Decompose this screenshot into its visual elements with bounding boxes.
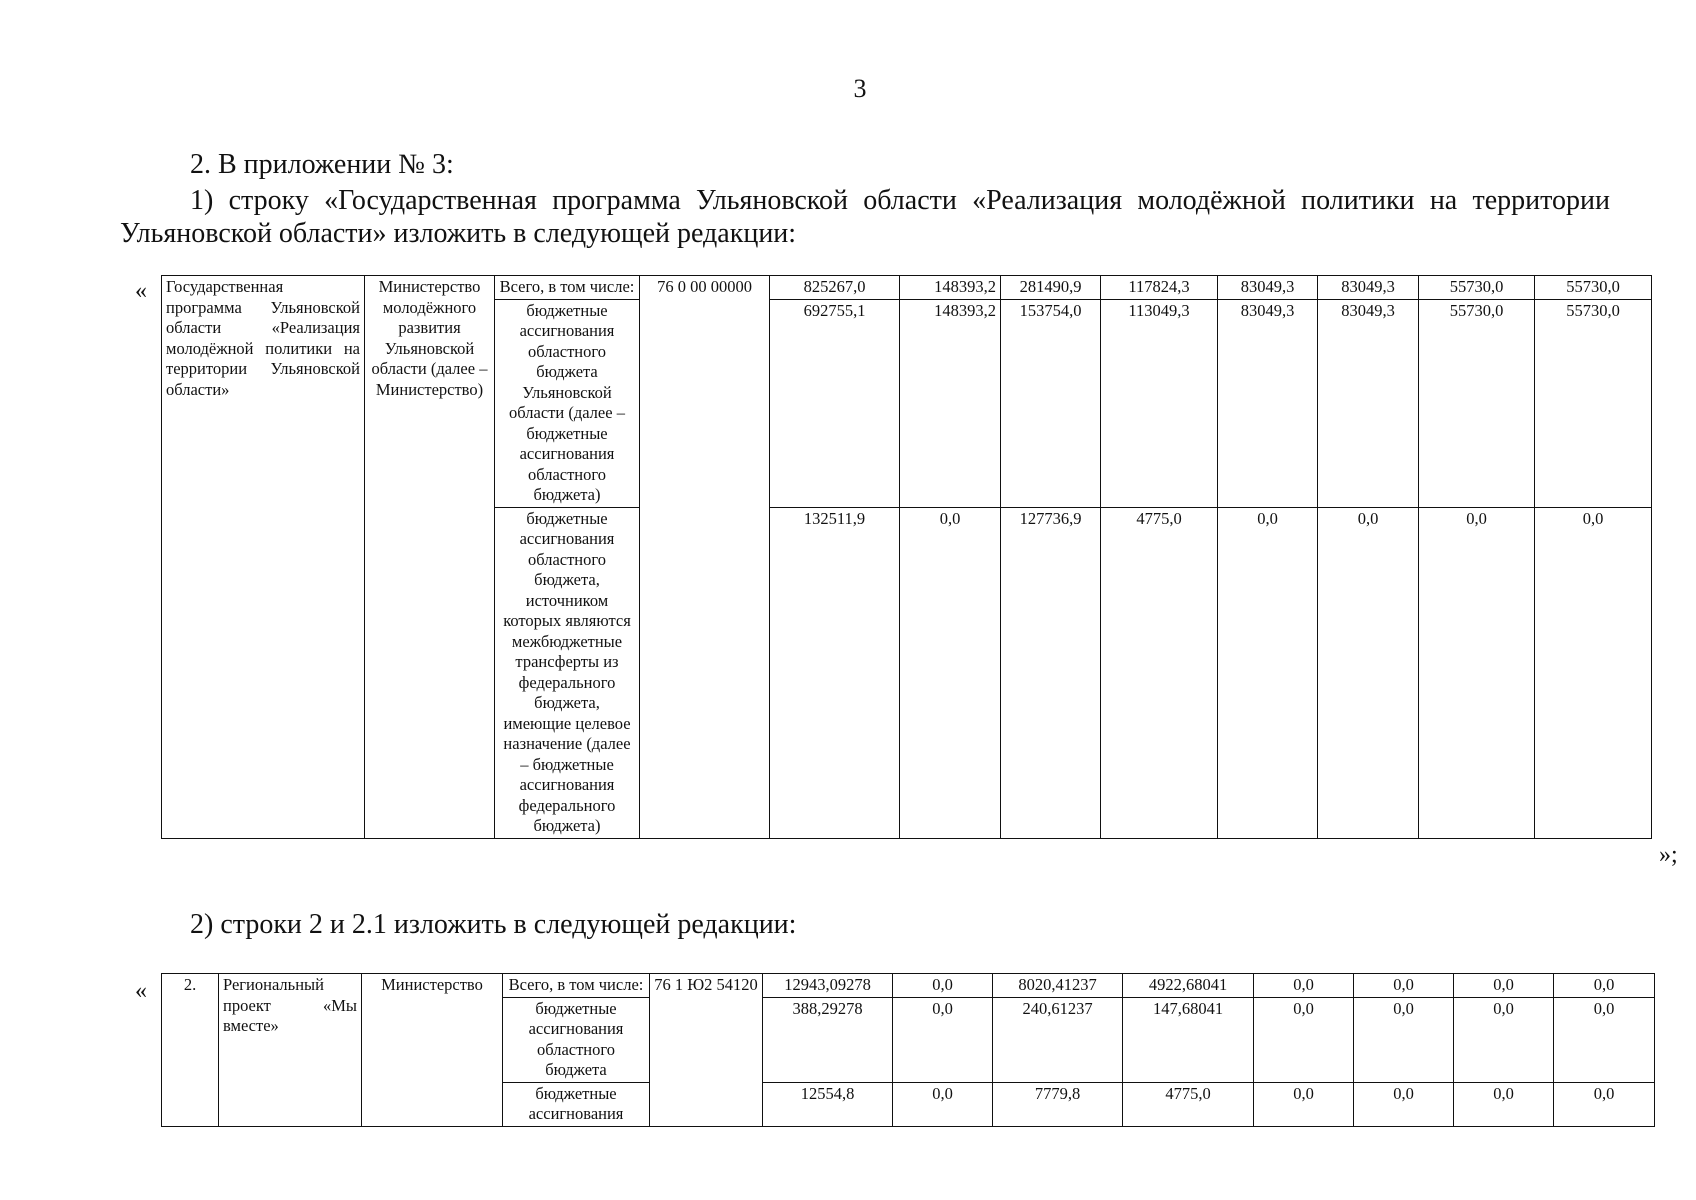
source-cell: бюджетные ассигнования областного бюджета, источником которых являются межбюджетные трансферты из федерального бюджета, имеющие целевое назначение (далее – бюджетные ассигнования федерального бюджета) [495,507,640,838]
amendment-item-1: 1) строку «Государственная программа Ульяновской области «Реализация молодёжной политики на территории Ульяновской области» изложить в следующей редакции: [120,185,1610,249]
value-cell: 0,0 [1554,1082,1655,1126]
program-name-cell: Государственная программа Ульяновской области «Реализация молодёжной политики на территории Ульяновской области» [162,276,365,839]
value-cell: 0,0 [1254,997,1354,1082]
value-cell: 12943,09278 [763,974,893,998]
value-cell: 55730,0 [1419,299,1535,507]
value-cell: 83049,3 [1218,276,1318,300]
value-cell: 0,0 [1354,1082,1454,1126]
project-table [161,973,1655,1127]
value-cell: 0,0 [1454,974,1554,998]
row-number-cell: 2. [162,974,219,1127]
budget-code-cell: 76 0 00 00000 [640,276,770,839]
value-cell: 127736,9 [1001,507,1101,838]
value-cell: 117824,3 [1101,276,1218,300]
value-cell: 0,0 [893,974,993,998]
source-cell: Всего, в том числе: [495,276,640,300]
value-cell: 0,0 [1554,997,1655,1082]
value-cell: 83049,3 [1318,276,1419,300]
source-cell: бюджетные ассигнования областного бюджета Ульяновской области (далее – бюджетные ассигнования областного бюджета) [495,299,640,507]
value-cell: 0,0 [1254,1082,1354,1126]
budget-code-cell: 76 1 Ю2 54120 [650,974,763,1127]
value-cell: 153754,0 [1001,299,1101,507]
source-cell: бюджетные ассигнования [503,1082,650,1126]
open-quote-2: « [135,978,147,1004]
value-cell: 0,0 [1254,974,1354,998]
value-cell: 0,0 [1535,507,1652,838]
value-cell: 55730,0 [1535,276,1652,300]
value-cell: 388,29278 [763,997,893,1082]
value-cell: 55730,0 [1535,299,1652,507]
value-cell: 0,0 [893,997,993,1082]
value-cell: 147,68041 [1123,997,1254,1082]
value-cell: 132511,9 [770,507,900,838]
value-cell: 0,0 [1354,997,1454,1082]
value-cell: 0,0 [1318,507,1419,838]
value-cell: 0,0 [893,1082,993,1126]
value-cell: 7779,8 [993,1082,1123,1126]
program-table [161,275,1652,839]
value-cell: 0,0 [1419,507,1535,838]
value-cell: 0,0 [1218,507,1318,838]
section-heading: 2. В приложении № 3: [190,149,454,180]
open-quote-1: « [135,278,147,304]
value-cell: 83049,3 [1218,299,1318,507]
value-cell: 0,0 [1354,974,1454,998]
value-cell: 148393,2 [900,299,1001,507]
value-cell: 281490,9 [1001,276,1101,300]
value-cell: 8020,41237 [993,974,1123,998]
value-cell: 0,0 [900,507,1001,838]
executor-cell: Министерство [362,974,503,1127]
value-cell: 0,0 [1554,974,1655,998]
project-name-cell: Региональный проект «Мы вместе» [219,974,362,1127]
value-cell: 113049,3 [1101,299,1218,507]
value-cell: 4775,0 [1101,507,1218,838]
value-cell: 0,0 [1454,997,1554,1082]
value-cell: 0,0 [1454,1082,1554,1126]
close-quote-1: »; [1659,842,1678,868]
page-number: 3 [853,74,867,103]
value-cell: 12554,8 [763,1082,893,1126]
value-cell: 692755,1 [770,299,900,507]
value-cell: 148393,2 [900,276,1001,300]
value-cell: 240,61237 [993,997,1123,1082]
amendment-item-2: 2) строки 2 и 2.1 изложить в следующей редакции: [190,909,797,940]
table-row [162,276,1652,300]
value-cell: 4922,68041 [1123,974,1254,998]
value-cell: 83049,3 [1318,299,1419,507]
value-cell: 825267,0 [770,276,900,300]
value-cell: 55730,0 [1419,276,1535,300]
value-cell: 4775,0 [1123,1082,1254,1126]
source-cell: бюджетные ассигнования областного бюджета [503,997,650,1082]
table-row [162,974,1655,998]
source-cell: Всего, в том числе: [503,974,650,998]
executor-cell: Министерство молодёжного развития Ульяновской области (далее – Министерство) [365,276,495,839]
